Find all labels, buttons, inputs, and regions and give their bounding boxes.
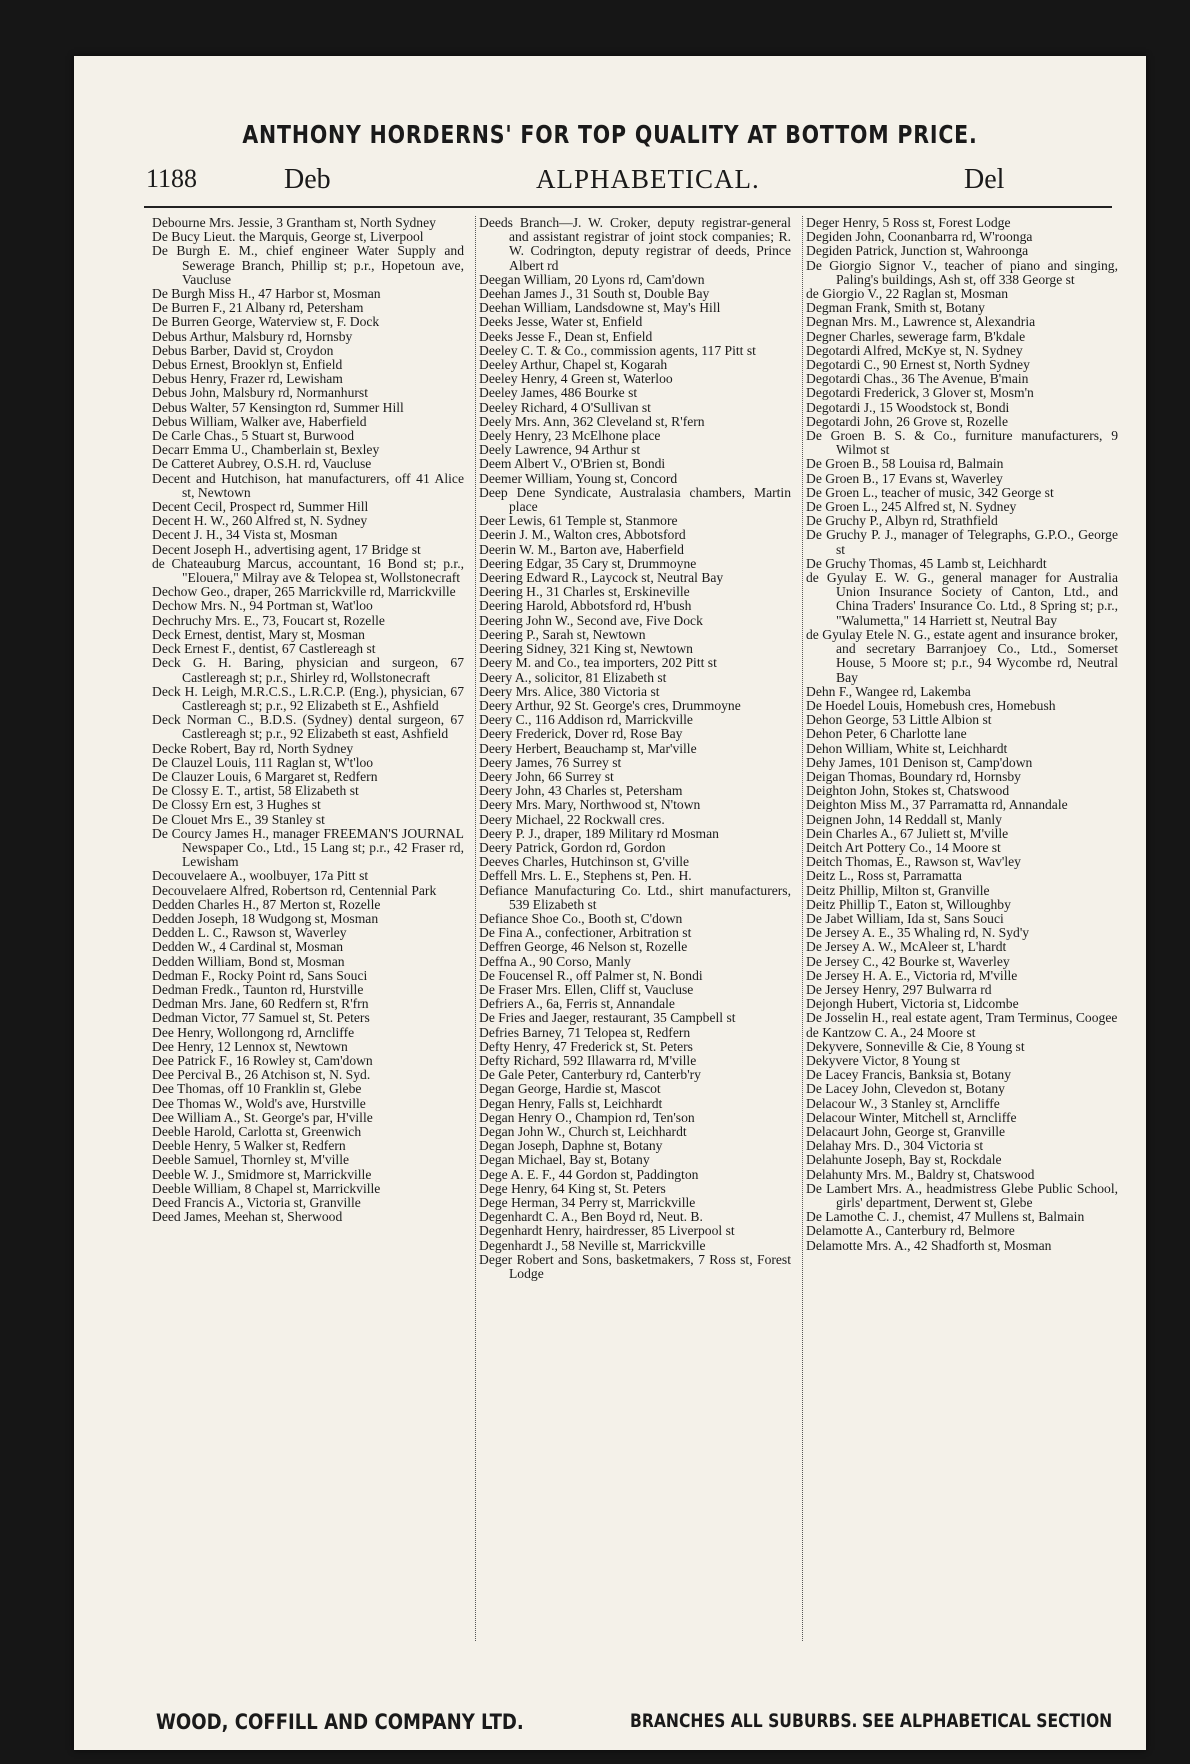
directory-entry: Deeks Jesse F., Dean st, Enfield xyxy=(479,328,653,344)
directory-entry: Deery Herbert, Beauchamp st, Mar'ville xyxy=(479,740,697,756)
directory-entry: Dedman Victor, 77 Samuel st, St. Peters xyxy=(152,1010,370,1026)
directory-entry: Deck H. Leigh, M.R.C.S., L.R.C.P. (Eng.), physician, 67 Castlereagh st; p.r., 92 Elizabeth st E., Ashfield xyxy=(152,683,464,713)
directory-entry: Decent H. W., 260 Alfred st, N. Sydney xyxy=(152,513,368,529)
directory-entry: Deffell Mrs. L. E., Stephens st, Pen. H. xyxy=(479,868,692,884)
directory-entry: Deery John, 43 Charles st, Petersham xyxy=(479,783,683,799)
directory-entry: Dechow Geo., draper, 265 Marrickville rd, Marrickville xyxy=(152,584,456,600)
directory-entry: De Fraser Mrs. Ellen, Cliff st, Vaucluse xyxy=(479,981,694,997)
directory-page xyxy=(74,56,1146,1750)
directory-entry: De Clossy E. T., artist, 58 Elizabeth st xyxy=(152,783,359,799)
directory-entry: Dege Herman, 34 Perry st, Marrickville xyxy=(479,1195,696,1211)
directory-entry: Deery James, 76 Surrey st xyxy=(479,754,622,770)
directory-entry: Deehan James J., 31 South st, Double Bay xyxy=(479,286,710,302)
directory-entry: Defriers A., 6a, Ferris st, Annandale xyxy=(479,996,675,1012)
directory-entry: Deery Mrs. Alice, 380 Victoria st xyxy=(479,683,660,699)
directory-entry: Degenhardt C. A., Ben Boyd rd, Neut. B. xyxy=(479,1209,703,1225)
directory-entry: De Jersey A. E., 35 Whaling rd, N. Syd'y xyxy=(806,925,1030,941)
directory-entry: Deed Francis A., Victoria st, Granville xyxy=(152,1195,361,1211)
directory-entry: Delacaurt John, George st, Granville xyxy=(806,1124,1006,1139)
directory-entry: Dedden Joseph, 18 Wudgong st, Mosman xyxy=(152,910,379,926)
directory-entry: Dechruchy Mrs. E., 73, Foucart st, Rozelle xyxy=(152,612,385,628)
directory-entry: Deitch Art Pottery Co., 14 Moore st xyxy=(806,839,1001,855)
directory-entry: Deeble Samuel, Thornley st, M'ville xyxy=(152,1152,350,1168)
directory-entry: Dege Henry, 64 King st, St. Peters xyxy=(479,1180,666,1196)
directory-entry: Delacour W., 3 Stanley st, Arncliffe xyxy=(806,1095,1000,1111)
directory-entry: De Groen L., teacher of music, 342 George st xyxy=(806,484,1054,500)
footer-advertiser: WOOD, COFFILL AND COMPANY LTD. xyxy=(156,1710,524,1734)
directory-entry: Delacour Winter, Mitchell st, Arncliffe xyxy=(806,1109,1017,1125)
directory-entry: Deery John, 66 Surrey st xyxy=(479,768,614,784)
directory-entry: Decouvelaere A., woolbuyer, 17a Pitt st xyxy=(152,868,369,884)
directory-entry: De Groen L., 245 Alfred st, N. Sydney xyxy=(806,499,1017,515)
directory-entry: Degotardi Chas., 36 The Avenue, B'main xyxy=(806,371,1029,387)
directory-entry: Decke Robert, Bay rd, North Sydney xyxy=(152,740,354,756)
directory-entry: Debus Barber, David st, Croydon xyxy=(152,342,334,358)
directory-entry: Dee Percival B., 26 Atchison st, N. Syd. xyxy=(152,1067,371,1083)
directory-entry: Deck Norman C., B.D.S. (Sydney) dental surgeon, 67 Castlereagh st; p.r., 92 Elizabeth st east, Ashfield xyxy=(152,712,464,742)
directory-entry: De Jabet William, Ida st, Sans Souci xyxy=(806,910,1004,926)
directory-entry: De Gruchy P. J., manager of Telegraphs, G.P.O., George st xyxy=(806,527,1118,557)
directory-entry: Degan John W., Church st, Leichhardt xyxy=(479,1124,687,1139)
directory-entry: Deering H., 31 Charles st, Erskineville xyxy=(479,584,690,600)
directory-entry: Deeble Henry, 5 Walker st, Redfern xyxy=(152,1138,346,1154)
directory-entry: Deitch Thomas, E., Rawson st, Wav'ley xyxy=(806,854,1021,870)
directory-entry: Dege A. E. F., 44 Gordon st, Paddington xyxy=(479,1166,699,1182)
directory-entry: Delamotte Mrs. A., 42 Shadforth st, Mosman xyxy=(806,1237,1052,1253)
directory-entry: Deely Lawrence, 94 Arthur st xyxy=(479,442,641,458)
directory-entry: de Chateauburg Marcus, accountant, 16 Bond st; p.r., "Elouera," Milray ave & Telopea st, Wollstonecraft xyxy=(152,555,464,586)
directory-entry: Degotardi J., 15 Woodstock st, Bondi xyxy=(806,399,1010,415)
section-title: ALPHABETICAL. xyxy=(536,164,760,194)
directory-entry: Decouvelaere Alfred, Robertson rd, Centennial Park xyxy=(152,882,437,898)
directory-entry: De Burren George, Waterview st, F. Dock xyxy=(152,314,380,330)
directory-entry: Degan Joseph, Daphne st, Botany xyxy=(479,1138,663,1154)
directory-entry: De Clossy Ern est, 3 Hughes st xyxy=(152,797,321,813)
directory-entry: Decarr Emma U., Chamberlain st, Bexley xyxy=(152,442,380,458)
directory-entry: De Burren F., 21 Albany rd, Petersham xyxy=(152,300,364,316)
directory-entry: Deitz Phillip T., Eaton st, Willoughby xyxy=(806,896,1011,912)
directory-entry: Deem Albert V., O'Brien st, Bondi xyxy=(479,456,666,472)
directory-entry: Degman Frank, Smith st, Botany xyxy=(806,300,985,316)
directory-entry: Deeley Richard, 4 O'Sullivan st xyxy=(479,399,651,415)
directory-entry: Deery Patrick, Gordon rd, Gordon xyxy=(479,839,666,855)
directory-entry: De Josselin H., real estate agent, Tram Terminus, Coogee xyxy=(806,1010,1118,1026)
directory-entry: Deery Michael, 22 Rockwall cres. xyxy=(479,811,665,827)
directory-entry: Deemer William, Young st, Concord xyxy=(479,470,678,486)
directory-entry: Delahunty Mrs. M., Baldry st, Chatswood xyxy=(806,1166,1035,1182)
directory-entry: Degan Michael, Bay st, Botany xyxy=(479,1152,650,1168)
running-head xyxy=(74,164,1146,204)
directory-entry: Deering Edward R., Laycock st, Neutral Bay xyxy=(479,570,724,586)
directory-entry: Deery Frederick, Dover rd, Rose Bay xyxy=(479,726,683,742)
directory-entry: Dedden Charles H., 87 Merton st, Rozelle xyxy=(152,896,381,912)
directory-entry: Deegan William, 20 Lyons rd, Cam'down xyxy=(479,271,705,287)
directory-entry: Debus Arthur, Malsbury rd, Hornsby xyxy=(152,328,353,344)
directory-entry: Deering Edgar, 35 Cary st, Drummoyne xyxy=(479,555,697,571)
directory-entry: Deck G. H. Baring, physician and surgeon, 67 Castlereagh st; p.r., Shirley rd, Wollstonecraft xyxy=(152,655,464,685)
directory-entry: De Burgh Miss H., 47 Harbor st, Mosman xyxy=(152,286,381,302)
directory-entry: De Groen B., 17 Evans st, Waverley xyxy=(806,470,1003,486)
directory-entry: Deck Ernest F., dentist, 67 Castlereagh st xyxy=(152,641,376,657)
directory-entry: Dehy James, 101 Denison st, Camp'down xyxy=(806,754,1033,770)
directory-entry: Deeble W. J., Smidmore st, Marrickville xyxy=(152,1166,372,1182)
directory-entry: Debus Ernest, Brooklyn st, Enfield xyxy=(152,357,343,373)
directory-columns xyxy=(152,216,1118,1646)
header-rule xyxy=(144,206,1112,208)
directory-entry: Deep Dene Syndicate, Australasia chambers, Martin place xyxy=(479,484,791,515)
directory-entry: De Clauzel Louis, 111 Raglan st, W't'loo xyxy=(152,754,374,770)
directory-entry: De Giorgio Signor V., teacher of piano and singing, Paling's buildings, Ash st, off 338 George st xyxy=(806,257,1118,287)
directory-entry: Deeds Branch—J. W. Croker, deputy registrar-general and assistant registrar of joint stock companies; R. W. Codrington, deputy registrar of deeds, Prince Albert rd xyxy=(479,215,791,273)
directory-entry: Dedden L. C., Rawson st, Waverley xyxy=(152,925,347,941)
directory-entry: Deeves Charles, Hutchinson st, G'ville xyxy=(479,854,690,870)
directory-entry: Deely Mrs. Ann, 362 Cleveland st, R'fern xyxy=(479,413,705,429)
directory-entry: Debus Henry, Frazer rd, Lewisham xyxy=(152,371,343,387)
directory-entry: Degotardi C., 90 Ernest st, North Sydney xyxy=(806,357,1030,373)
directory-entry: Degan Henry O., Champion rd, Ten'son xyxy=(479,1109,695,1125)
directory-entry: De Fries and Jaeger, restaurant, 35 Campbell st xyxy=(479,1010,736,1026)
directory-entry: Deffren George, 46 Nelson st, Rozelle xyxy=(479,939,688,955)
directory-entry: Dee Thomas, off 10 Franklin st, Glebe xyxy=(152,1081,362,1097)
directory-entry: De Bucy Lieut. the Marquis, George st, Liverpool xyxy=(152,229,424,245)
directory-entry: Deed James, Meehan st, Sherwood xyxy=(152,1209,343,1225)
directory-entry: Dehon William, White st, Leichhardt xyxy=(806,740,1008,756)
directory-entry: Degan George, Hardie st, Mascot xyxy=(479,1081,661,1097)
directory-column-2 xyxy=(479,216,791,1646)
directory-entry: Deck Ernest, dentist, Mary st, Mosman xyxy=(152,626,365,642)
directory-entry: Dehn F., Wangee rd, Lakemba xyxy=(806,683,971,699)
directory-entry: Dedden William, Bond st, Mosman xyxy=(152,953,345,969)
directory-entry: Deery Mrs. Mary, Northwood st, N'town xyxy=(479,797,701,813)
directory-entry: Deering Harold, Abbotsford rd, H'bush xyxy=(479,598,692,614)
directory-entry: De Gruchy Thomas, 45 Lamb st, Leichhardt xyxy=(806,555,1047,571)
directory-entry: Dedden W., 4 Cardinal st, Mosman xyxy=(152,939,344,955)
directory-entry: De Gruchy P., Albyn rd, Strathfield xyxy=(806,513,998,529)
directory-entry: Dejongh Hubert, Victoria st, Lidcombe xyxy=(806,996,1019,1012)
directory-entry: Degiden John, Coonanbarra rd, W'roonga xyxy=(806,229,1033,245)
directory-entry: de Kantzow C. A., 24 Moore st xyxy=(806,1024,976,1040)
directory-entry: Deery Arthur, 92 St. George's cres, Drummoyne xyxy=(479,697,741,713)
directory-entry: Degnan Mrs. M., Lawrence st, Alexandria xyxy=(806,314,1036,330)
directory-entry: Deighton Miss M., 37 Parramatta rd, Annandale xyxy=(806,797,1068,813)
directory-entry: De Gale Peter, Canterbury rd, Canterb'ry xyxy=(479,1067,701,1083)
directory-entry: Decent J. H., 34 Vista st, Mosman xyxy=(152,527,338,543)
directory-entry: Debus William, Walker ave, Haberfield xyxy=(152,413,367,429)
advertising-banner-top: ANTHONY HORDERNS' FOR TOP QUALITY AT BOTTOM PRICE. xyxy=(242,120,978,149)
directory-entry: De Groen B., 58 Louisa rd, Balmain xyxy=(806,456,1004,472)
directory-entry: Deeley Henry, 4 Green st, Waterloo xyxy=(479,371,673,387)
footer-see-section: SEE ALPHABETICAL SECTION xyxy=(862,1710,1113,1732)
directory-entry: Dekyvere, Sonneville & Cie, 8 Young st xyxy=(806,1038,1025,1054)
directory-entry: Deeley James, 486 Bourke st xyxy=(479,385,638,401)
directory-entry: De Jersey Henry, 297 Bulwarra rd xyxy=(806,981,992,997)
directory-entry: Dee William A., St. George's par, H'ville xyxy=(152,1109,373,1125)
directory-entry: De Foucensel R., off Palmer st, N. Bondi xyxy=(479,967,703,983)
directory-entry: Deery C., 116 Addison rd, Marrickville xyxy=(479,712,693,728)
directory-entry: Deery M. and Co., tea importers, 202 Pitt st xyxy=(479,655,717,671)
directory-entry: De Lambert Mrs. A., headmistress Glebe Public School, girls' department, Derwent st, Glebe xyxy=(806,1180,1118,1211)
directory-entry: Deignen John, 14 Reddall st, Manly xyxy=(806,811,1002,827)
directory-entry: Degotardi Frederick, 3 Glover st, Mosm'n xyxy=(806,385,1034,401)
directory-entry: Deger Robert and Sons, basketmakers, 7 Ross st, Forest Lodge xyxy=(479,1251,791,1282)
page-number: 1188 xyxy=(146,164,198,193)
directory-entry: De Burgh E. M., chief engineer Water Supply and Sewerage Branch, Phillip st; p.r., Hopetoun ave, Vaucluse xyxy=(152,243,464,287)
directory-entry: Decent Cecil, Prospect rd, Summer Hill xyxy=(152,499,369,515)
column-divider xyxy=(475,216,476,1641)
directory-entry: Deighton John, Stokes st, Chatswood xyxy=(806,783,1010,799)
directory-entry: De Fina A., confectioner, Arbitration st xyxy=(479,925,692,941)
directory-entry: Deigan Thomas, Boundary rd, Hornsby xyxy=(806,768,1021,784)
directory-entry: Deeble Harold, Carlotta st, Greenwich xyxy=(152,1124,362,1139)
directory-entry: Delahay Mrs. D., 304 Victoria st xyxy=(806,1138,984,1154)
directory-entry: Dehon George, 53 Little Albion st xyxy=(806,712,992,728)
directory-entry: Degenhardt Henry, hairdresser, 85 Liverpool st xyxy=(479,1223,735,1239)
directory-entry: De Lacey John, Clevedon st, Botany xyxy=(806,1081,1005,1097)
directory-entry: Degan Henry, Falls st, Leichhardt xyxy=(479,1095,663,1111)
directory-entry: Dehon Peter, 6 Charlotte lane xyxy=(806,726,967,742)
directory-entry: Defty Richard, 592 Illawarra rd, M'ville xyxy=(479,1052,697,1068)
directory-entry: Dedman Mrs. Jane, 60 Redfern st, R'frn xyxy=(152,996,369,1012)
directory-column-3 xyxy=(806,216,1118,1646)
directory-entry: Degenhardt J., 58 Neville st, Marrickville xyxy=(479,1237,706,1253)
directory-entry: Dekyvere Victor, 8 Young st xyxy=(806,1052,960,1068)
directory-entry: Debus John, Malsbury rd, Normanhurst xyxy=(152,385,368,401)
directory-entry: Deering P., Sarah st, Newtown xyxy=(479,626,646,642)
guide-word-last: Del xyxy=(964,164,1005,195)
directory-entry: De Carle Chas., 5 Stuart st, Burwood xyxy=(152,428,354,444)
footer-branches: BRANCHES ALL SUBURBS. xyxy=(630,1710,858,1732)
directory-entry: Dee Henry, Wollongong rd, Arncliffe xyxy=(152,1024,355,1040)
directory-entry: De Lamothe C. J., chemist, 47 Mullens st, Balmain xyxy=(806,1209,1085,1225)
directory-entry: Debourne Mrs. Jessie, 3 Grantham st, North Sydney xyxy=(152,215,436,230)
directory-entry: De Jersey C., 42 Bourke st, Waverley xyxy=(806,953,1010,969)
directory-entry: De Lacey Francis, Banksia st, Botany xyxy=(806,1067,1011,1083)
directory-entry: Deeley Arthur, Chapel st, Kogarah xyxy=(479,357,668,373)
directory-entry: de Gyulay Etele N. G., estate agent and insurance broker, and secretary Barranjoey Co., Ltd., Somerset House, 5 Moore st; p.r., 94 Wycombe rd, Neutral Bay xyxy=(806,626,1118,685)
directory-entry: de Gyulay E. W. G., general manager for Australia Union Insurance Society of Canton, Ltd., and China Traders' Insurance Co. Ltd., 8 Spring st; p.r., "Walumetta," 14 Harriett st, Neutral Bay xyxy=(806,570,1118,628)
directory-entry: Deeley C. T. & Co., commission agents, 117 Pitt st xyxy=(479,342,756,358)
directory-entry: Degiden Patrick, Junction st, Wahroonga xyxy=(806,243,1029,259)
directory-entry: Deerin W. M., Barton ave, Haberfield xyxy=(479,541,684,557)
directory-entry: De Hoedel Louis, Homebush cres, Homebush xyxy=(806,697,1056,713)
directory-entry: De Groen B. S. & Co., furniture manufacturers, 9 Wilmot st xyxy=(806,428,1118,458)
directory-entry: Deely Henry, 23 McElhone place xyxy=(479,428,661,444)
directory-entry: Delahunte Joseph, Bay st, Rockdale xyxy=(806,1152,1002,1168)
directory-entry: Dee Thomas W., Wold's ave, Hurstville xyxy=(152,1095,366,1111)
directory-column-1 xyxy=(152,216,464,1646)
directory-entry: De Clouet Mrs E., 39 Stanley st xyxy=(152,811,325,827)
directory-entry: Deeble William, 8 Chapel st, Marrickville xyxy=(152,1180,381,1196)
directory-entry: De Courcy James H., manager FREEMAN'S JOURNAL Newspaper Co., Ltd., 15 Lang st; p.r., 42 Fraser rd, Lewisham xyxy=(152,825,464,870)
directory-entry: Deitz Phillip, Milton st, Granville xyxy=(806,882,990,898)
directory-entry: Deer Lewis, 61 Temple st, Stanmore xyxy=(479,513,678,529)
directory-entry: Dedman F., Rocky Point rd, Sans Souci xyxy=(152,967,368,983)
directory-entry: Debus Walter, 57 Kensington rd, Summer Hill xyxy=(152,399,404,415)
directory-entry: Deerin J. M., Walton cres, Abbotsford xyxy=(479,527,686,543)
directory-entry: Deering Sidney, 321 King st, Newtown xyxy=(479,641,693,657)
directory-entry: De Catteret Aubrey, O.S.H. rd, Vaucluse xyxy=(152,456,372,472)
directory-entry: Deeks Jesse, Water st, Enfield xyxy=(479,314,643,330)
directory-entry: De Jersey H. A. E., Victoria rd, M'ville xyxy=(806,967,1018,983)
directory-entry: Defries Barney, 71 Telopea st, Redfern xyxy=(479,1024,691,1040)
directory-entry: Deery P. J., draper, 189 Military rd Mosman xyxy=(479,825,719,841)
directory-entry: Defiance Shoe Co., Booth st, C'down xyxy=(479,910,683,926)
directory-entry: de Giorgio V., 22 Raglan st, Mosman xyxy=(806,286,1009,302)
directory-entry: Deffna A., 90 Corso, Manly xyxy=(479,953,631,969)
directory-entry: Dee Henry, 12 Lennox st, Newtown xyxy=(152,1038,348,1054)
directory-entry: Defty Henry, 47 Frederick st, St. Peters xyxy=(479,1038,693,1054)
directory-entry: Delamotte A., Canterbury rd, Belmore xyxy=(806,1223,1015,1239)
directory-entry: Dee Patrick F., 16 Rowley st, Cam'down xyxy=(152,1052,373,1068)
directory-entry: Defiance Manufacturing Co. Ltd., shirt manufacturers, 539 Elizabeth st xyxy=(479,882,791,912)
directory-entry: Deitz L., Ross st, Parramatta xyxy=(806,868,962,884)
directory-entry: Deger Henry, 5 Ross st, Forest Lodge xyxy=(806,215,1011,230)
guide-word-first: Deb xyxy=(284,164,331,195)
directory-entry: Deery A., solicitor, 81 Elizabeth st xyxy=(479,669,667,685)
directory-entry: Decent and Hutchison, hat manufacturers, off 41 Alice st, Newtown xyxy=(152,470,464,500)
directory-entry: De Clauzer Louis, 6 Margaret st, Redfern xyxy=(152,768,378,784)
directory-entry: De Jersey A. W., McAleer st, L'hardt xyxy=(806,939,1007,955)
directory-entry: Degotardi John, 26 Grove st, Rozelle xyxy=(806,413,1008,429)
directory-entry: Decent Joseph H., advertising agent, 17 Bridge st xyxy=(152,541,421,557)
directory-entry: Deehan William, Landsdowne st, May's Hill xyxy=(479,300,721,316)
directory-entry: Degner Charles, sewerage farm, B'kdale xyxy=(806,328,1026,344)
directory-entry: Deering John W., Second ave, Five Dock xyxy=(479,612,703,628)
directory-entry: Dechow Mrs. N., 94 Portman st, Wat'loo xyxy=(152,598,373,614)
directory-entry: Dein Charles A., 67 Juliett st, M'ville xyxy=(806,825,1009,841)
directory-entry: Degotardi Alfred, McKye st, N. Sydney xyxy=(806,342,1023,358)
directory-entry: Dedman Fredk., Taunton rd, Hurstville xyxy=(152,981,364,997)
column-divider xyxy=(802,216,803,1641)
